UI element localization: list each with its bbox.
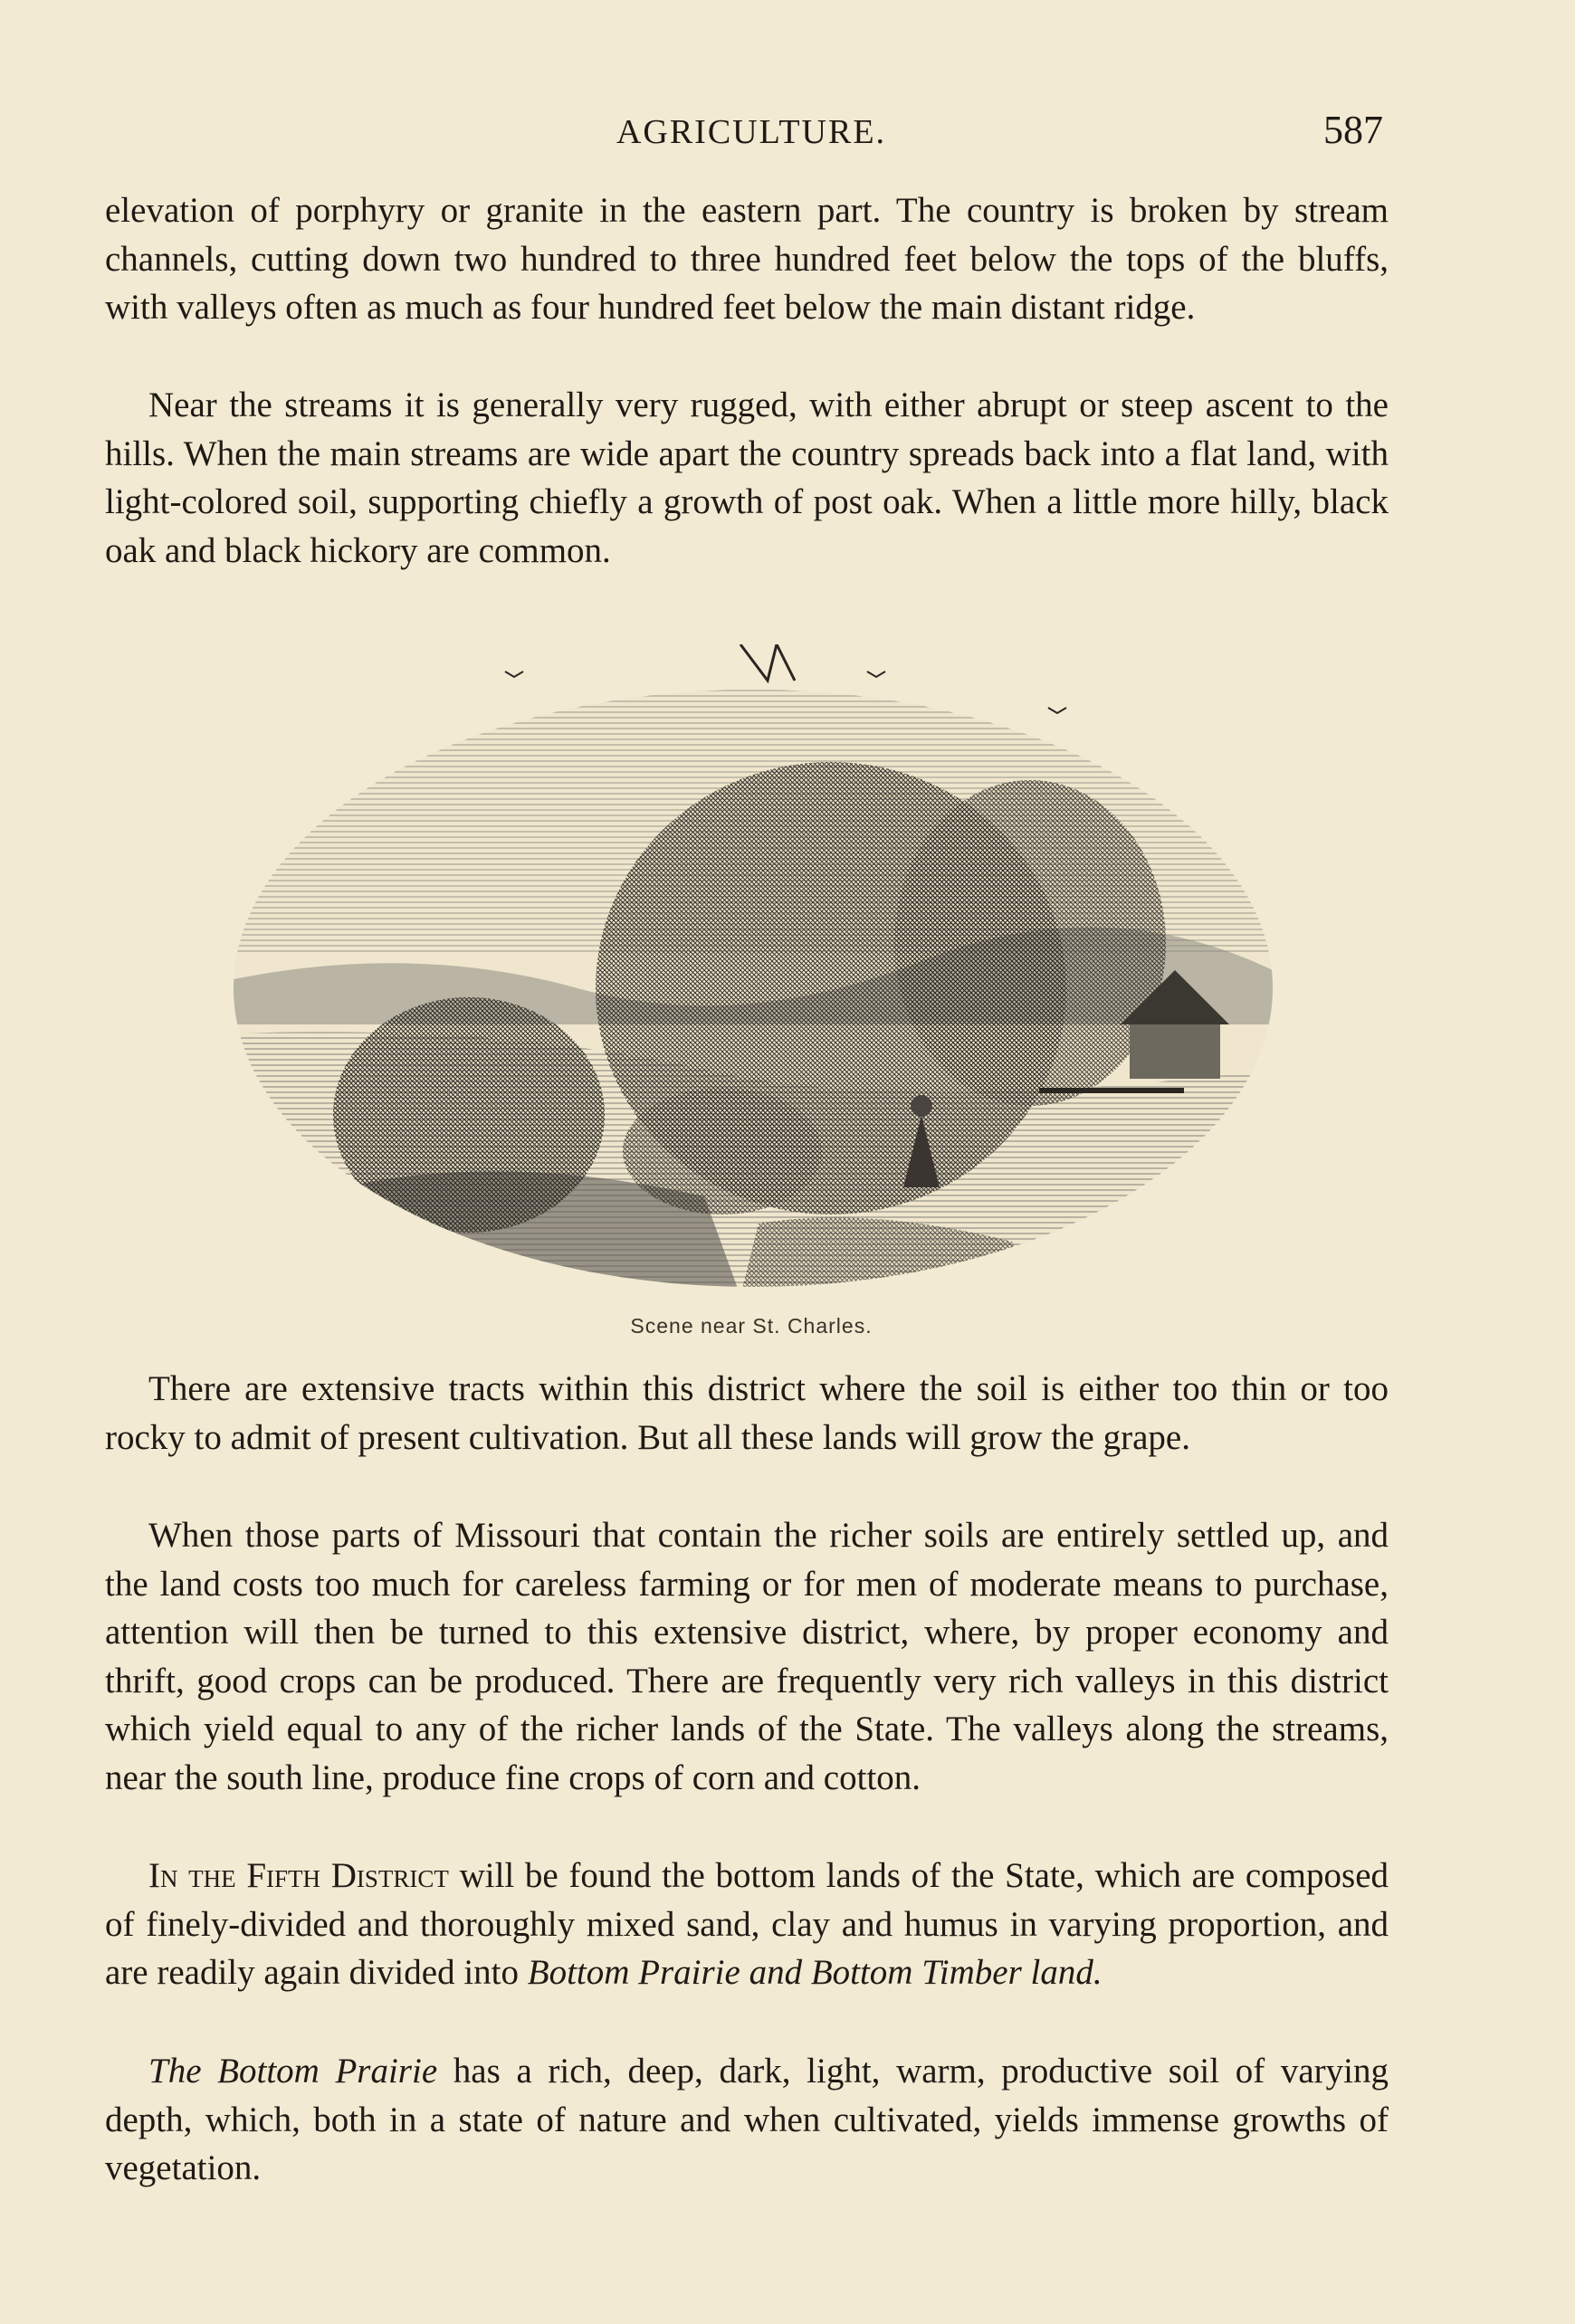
paragraph-6-italic: The Bottom Prairie	[148, 2052, 438, 2091]
paragraph-3-text: There are extensive tracts within this district where the soil is either too thin or too rocky to admit of present cultivation. But all these lands will grow the grape.	[105, 1369, 1389, 1457]
paragraph-2	[105, 381, 1389, 575]
paragraph-4	[105, 1511, 1389, 1803]
paragraph-6-text: has a rich, deep, dark, light, warm, productive soil of varying depth, which, both in a state of nature and when cultivated, yields immense growths of vegetation.	[105, 2052, 1389, 2188]
paragraph-5-text: will be found the bottom lands of the State, which are composed of finely-divided and thoroughly mixed sand, clay and humus in varying proportion, and are readily again divided into	[105, 1856, 1389, 1993]
paragraph-6	[105, 2047, 1389, 2193]
paragraph-4-text: When those parts of Missouri that contain the richer soils are entirely settled up, and the land costs too much for careless farming or for men of moderate means to purchase, attention will then be turned to this extensive district, where, by proper economy and thrift, good crops can be produced. There are frequently very rich valleys in this district which yield equal to any of the richer lands of the State. The valleys along the streams, near the south line, produce fine crops of corn and cotton.	[105, 1516, 1389, 1797]
paragraph-5	[105, 1852, 1389, 1997]
engraving-scene-illustration	[234, 644, 1273, 1296]
paragraph-5-lead: In the Fifth District	[148, 1856, 449, 1895]
running-head-title: AGRICULTURE.	[616, 113, 887, 151]
paragraph-1: elevation of porphyry or granite in the eastern part. The country is broken by stream channels, cutting down two hundred to three hundred feet below the tops of the bluffs, with valleys often as much as four hundred feet below the main distant ridge.	[105, 191, 1389, 328]
running-head	[0, 107, 1575, 161]
paragraph-2-text: Near the streams it is generally very rugged, with either abrupt or steep ascent to the hills. When the main streams are wide apart the country spreads back into a flat land, with light-colored soil, supporting chiefly a growth of post oak. When a little more hilly, black oak and black hickory are common.	[105, 386, 1389, 570]
figure-caption: Scene near St. Charles.	[630, 1314, 873, 1338]
paragraph-5-italic: Bottom Prairie and Bottom Timber land.	[527, 1953, 1102, 1993]
page-number: 587	[1323, 108, 1383, 152]
paragraph-3	[105, 1365, 1389, 1462]
